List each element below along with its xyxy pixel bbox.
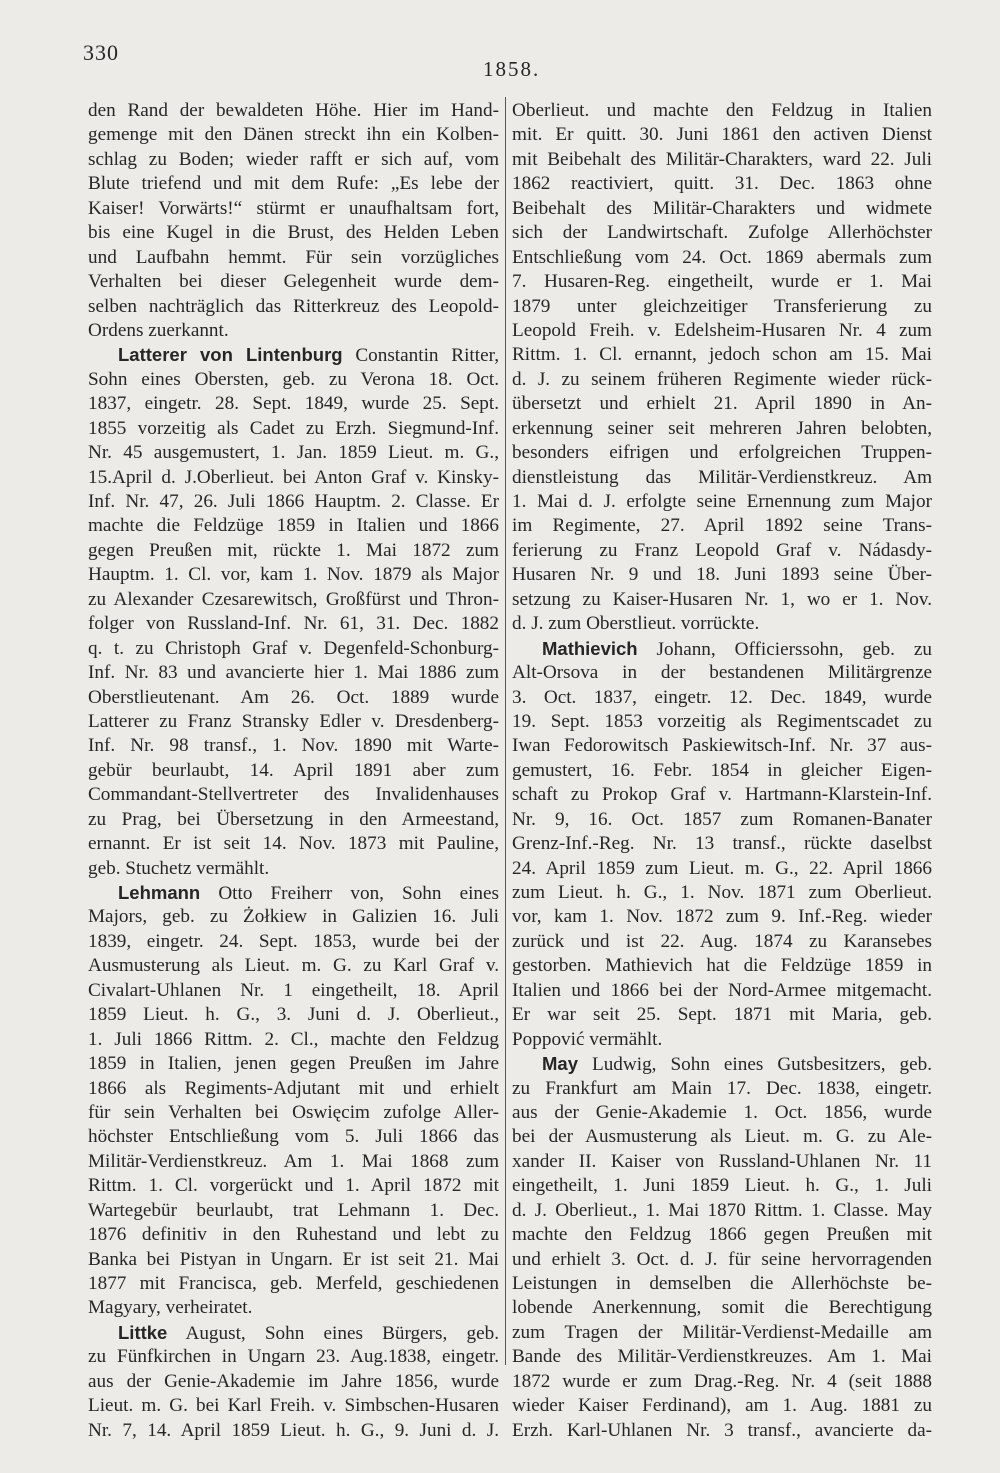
- line-text: aus der Genie-Akademie 1. Oct. 1856, wurde: [512, 1101, 932, 1123]
- text-line: [88, 246, 499, 270]
- text-line: [88, 1101, 499, 1125]
- text-line: [88, 588, 499, 612]
- text-line: [512, 343, 932, 367]
- line-text: Commandant-Stellvertreter des Invalidenhauses: [88, 784, 499, 806]
- line-text: gestorben. Mathievich hat die Feldzüge 1859 in: [512, 955, 932, 977]
- text-line: [88, 1394, 499, 1418]
- text-line: [88, 857, 499, 881]
- line-text: 1876 definitiv in den Ruhestand und lebt zu: [88, 1224, 499, 1246]
- text-line: [512, 857, 932, 881]
- text-line: [512, 661, 932, 685]
- line-text: 1872 wurde er zum Drag.-Reg. Nr. 4 (seit 1888: [512, 1370, 932, 1392]
- text-line: [512, 392, 932, 416]
- line-text: gegen Preußen mit, rückte 1. Mai 1872 zum: [88, 539, 499, 561]
- line-text: den Rand der bewaldeten Höhe. Hier im Hand-: [88, 100, 499, 121]
- text-line: [88, 1150, 499, 1174]
- text-line: [88, 417, 499, 441]
- text-line: [512, 368, 932, 392]
- text-line: [88, 661, 499, 685]
- line-text: setzung zu Kaiser-Husaren Nr. 1, wo er 1. Nov.: [512, 588, 932, 610]
- text-line: [88, 1077, 499, 1101]
- line-text: Wartegebür beurlaubt, trat Lehmann 1. Dec.: [88, 1199, 499, 1221]
- text-line: [88, 172, 499, 196]
- text-line: [512, 1028, 932, 1052]
- text-line: [512, 832, 932, 856]
- line-text: machte die Feldzüge 1859 in Italien und 1866: [88, 515, 499, 537]
- entry-name: Mathievich: [542, 637, 638, 659]
- text-line: [88, 1345, 499, 1369]
- line-text: Beibehalt des Militär-Charakters und widmete: [512, 197, 932, 219]
- text-line: [88, 368, 499, 392]
- text-line: [512, 319, 932, 343]
- text-line: [88, 123, 499, 147]
- text-line: [88, 490, 499, 514]
- line-text: Nr. 7, 14. April 1859 Lieut. h. G., 9. Juni d. J.: [88, 1419, 499, 1441]
- line-text: selben nachträglich das Ritterkreuz des Leopold-: [88, 295, 499, 317]
- line-text: ferierung zu Franz Leopold Graf v. Nádasdy-: [512, 539, 932, 561]
- entry-name: Lehmann: [118, 882, 201, 903]
- line-text: für sein Verhalten bei Oswięcim zufolge Aller-: [88, 1101, 499, 1123]
- text-line: [88, 295, 499, 319]
- entry-name: Latterer von Lintenburg: [118, 344, 343, 366]
- text-line: [88, 1199, 499, 1223]
- line-text: Inf. Nr. 98 transf., 1. Nov. 1890 mit Warte-: [88, 735, 499, 757]
- line-text: lobende Anerkennung, somit die Berechtigung: [512, 1297, 932, 1319]
- line-text: ernannt. Er ist seit 14. Nov. 1873 mit Pauline,: [88, 833, 499, 855]
- line-text: Inf. Nr. 47, 26. Juli 1866 Hauptm. 2. Classe. Er: [88, 491, 499, 512]
- line-text: Civalart-Uhlanen Nr. 1 eingetheilt, 18. April: [88, 979, 499, 1001]
- line-text: bei der Ausmusterung als Lieut. m. G. zu Ale-: [512, 1126, 932, 1148]
- line-text: Hauptm. 1. Cl. vor, kam 1. Nov. 1879 als Major: [88, 564, 499, 586]
- text-line: [88, 270, 499, 294]
- text-line: [512, 148, 932, 172]
- line-text: Iwan Fedorowitsch Paskiewitsch-Inf. Nr. 37 aus-: [512, 735, 932, 757]
- line-text: 7. Husaren-Reg. eingetheilt, wurde er 1. Mai: [512, 271, 932, 293]
- text-line: [88, 686, 499, 710]
- text-line: [88, 832, 499, 856]
- line-text: 1879 unter gleichzeitiger Transferierung zu: [512, 295, 932, 317]
- line-text: 1859 Lieut. h. G., 3. Juni d. J. Oberlieut.,: [88, 1004, 499, 1026]
- text-line: [512, 954, 932, 978]
- line-text: Inf. Nr. 83 und avancierte hier 1. Mai 1886 zum: [88, 662, 499, 684]
- text-line: [88, 1125, 499, 1149]
- line-text: im Regimente, 27. April 1892 seine Trans-: [512, 515, 932, 537]
- text-line: [512, 295, 932, 319]
- text-line: [88, 783, 499, 807]
- text-line: [512, 1174, 932, 1198]
- line-text: erkennung seiner seit mehreren Jahren belobten,: [512, 417, 932, 439]
- line-text: d. J. Oberlieut., 1. Mai 1870 Rittm. 1. Classe. May: [512, 1199, 932, 1221]
- line-text: mit. Er quitt. 30. Juni 1861 den activen Dienst: [512, 124, 932, 146]
- line-text: Oberstlieutenant. Am 26. Oct. 1889 wurde: [88, 686, 499, 708]
- line-text: eingetheilt, 1. Juni 1859 Lieut. h. G., 1. Juli: [512, 1175, 932, 1197]
- line-text: Alt-Orsova in der bestandenen Militärgrenze: [512, 662, 932, 684]
- line-text: sich der Landwirtschaft. Zufolge Allerhöchster: [512, 222, 932, 244]
- text-line: [512, 930, 932, 954]
- line-text: Magyary, verheiratet.: [88, 1297, 253, 1319]
- line-text: übersetzt und erhielt 21. April 1890 in An-: [512, 393, 932, 415]
- line-text: Erzh. Karl-Uhlanen Nr. 3 transf., avancierte da-: [512, 1419, 932, 1441]
- line-text: 15.April d. J.Oberlieut. bei Anton Graf v. Kinsky-: [88, 466, 499, 488]
- text-line: [88, 1321, 499, 1345]
- text-line: [88, 1052, 499, 1076]
- line-text: 1877 mit Francisca, geb. Merfeld, geschiedenen: [88, 1273, 499, 1294]
- text-line: [512, 197, 932, 221]
- line-text: 1866 als Regiments-Adjutant mit und erhielt: [88, 1077, 499, 1099]
- text-line: [512, 1003, 932, 1027]
- text-line: [88, 808, 499, 832]
- text-line: [512, 1223, 932, 1247]
- line-text: Verhalten bei dieser Gelegenheit wurde dem-: [88, 271, 499, 293]
- line-text: mit Beibehalt des Militär-Charakters, ward 22. Juli: [512, 148, 932, 170]
- line-text: 1862 reactiviert, quitt. 31. Dec. 1863 ohne: [512, 173, 932, 195]
- line-text: 1855 vorzeitig als Cadet zu Erzh. Siegmund-Inf.: [88, 417, 499, 439]
- line-text: Sohn eines Obersten, geb. zu Verona 18. Oct.: [88, 368, 499, 390]
- line-text: August, Sohn eines Bürgers, geb.: [167, 1322, 499, 1344]
- text-line: [512, 1370, 932, 1394]
- line-text: machte den Feldzug 1866 gegen Preußen mit: [512, 1224, 932, 1246]
- line-text: zu Prag, bei Übersetzung in den Armeestand,: [88, 808, 499, 830]
- text-line: [88, 148, 499, 172]
- text-line: [512, 1101, 932, 1125]
- left-column: [88, 99, 499, 1443]
- line-text: schaft zu Prokop Graf v. Hartmann-Klarstein-Inf.: [512, 784, 932, 806]
- text-line: [512, 759, 932, 783]
- text-line: [88, 710, 499, 734]
- line-text: Militär-Verdienstkreuz. Am 1. Mai 1868 zum: [88, 1150, 499, 1172]
- text-line: [88, 221, 499, 245]
- line-text: Ordens zuerkannt.: [88, 319, 229, 341]
- text-line: [512, 1199, 932, 1223]
- text-line: [512, 466, 932, 490]
- text-line: [512, 637, 932, 661]
- text-line: [512, 588, 932, 612]
- text-line: [512, 417, 932, 441]
- text-line: [88, 466, 499, 490]
- running-head-year: 1858.: [483, 57, 541, 81]
- line-text: Leopold Freih. v. Edelsheim-Husaren Nr. 4 zum: [512, 319, 932, 341]
- line-text: Blute triefend und mit dem Rufe: „Es lebe der: [88, 173, 499, 195]
- line-text: Otto Freiherr von, Sohn eines: [200, 883, 499, 904]
- text-line: [512, 1419, 932, 1443]
- text-line: [512, 270, 932, 294]
- text-line: [512, 1296, 932, 1320]
- line-text: Rittm. 1. Cl. vorgerückt und 1. April 1872 mit: [88, 1175, 499, 1197]
- text-line: [88, 759, 499, 783]
- text-line: [88, 563, 499, 587]
- line-text: Ludwig, Sohn eines Gutsbesitzers, geb.: [578, 1054, 932, 1076]
- text-line: [88, 1419, 499, 1443]
- text-line: [512, 1394, 932, 1418]
- text-line: [88, 1296, 499, 1320]
- text-line: [512, 1125, 932, 1149]
- line-text: zum Lieut. h. G., 1. Nov. 1871 zum Oberlieut.: [512, 882, 932, 903]
- line-text: bis eine Kugel in die Brust, des Helden Leben: [88, 222, 499, 244]
- text-line: [512, 99, 932, 123]
- line-text: schlag zu Boden; wieder rafft er sich auf, vom: [88, 148, 499, 170]
- line-text: Constantin Ritter,: [342, 345, 499, 367]
- text-line: [512, 612, 932, 636]
- text-line: [88, 1174, 499, 1198]
- line-text: zurück und ist 22. Aug. 1874 zu Karansebes: [512, 930, 932, 952]
- line-text: Grenz-Inf.-Reg. Nr. 13 transf., rückte daselbst: [512, 833, 932, 855]
- text-line: [512, 221, 932, 245]
- line-text: Banka bei Pistyan in Ungarn. Er ist seit 21. Mai: [88, 1248, 499, 1270]
- line-text: Latterer zu Franz Stransky Edler v. Dresdenberg-: [88, 710, 499, 732]
- line-text: q. t. zu Christoph Graf v. Degenfeld-Schonburg-: [88, 637, 499, 659]
- line-text: 1. Mai d. J. erfolgte seine Ernennung zum Major: [512, 491, 932, 512]
- line-text: Italien und 1866 bei der Nord-Armee mitgemacht.: [512, 979, 932, 1001]
- line-text: Ausmusterung als Lieut. m. G. zu Karl Graf v.: [88, 955, 499, 977]
- text-line: [88, 1003, 499, 1027]
- line-text: Lieut. m. G. bei Karl Freih. v. Simbschen-Husaren: [88, 1395, 499, 1417]
- line-text: wieder Kaiser Ferdinand), am 1. Aug. 1881 zu: [512, 1395, 932, 1417]
- text-line: [512, 710, 932, 734]
- line-text: 19. Sept. 1853 vorzeitig als Regimentscadet zu: [512, 710, 932, 732]
- text-line: [88, 197, 499, 221]
- text-line: [88, 1370, 499, 1394]
- line-text: dienstleistung das Militär-Verdienstkreuz. Am: [512, 466, 932, 488]
- text-line: [88, 1248, 499, 1272]
- text-line: [512, 1345, 932, 1369]
- line-text: besonders eifrigen und erfolgreichen Truppen-: [512, 442, 932, 464]
- text-line: [512, 1272, 932, 1296]
- line-text: zum Tragen der Militär-Verdienst-Medaille am: [512, 1321, 932, 1343]
- line-text: folger von Russland-Inf. Nr. 61, 31. Dec. 1882: [88, 613, 499, 635]
- text-line: [88, 734, 499, 758]
- text-line: [512, 1052, 932, 1076]
- line-text: und Laufbahn hemmt. Für sein vorzügliches: [88, 246, 499, 268]
- line-text: 1859 in Italien, jenen gegen Preußen im Jahre: [88, 1053, 499, 1075]
- text-line: [512, 979, 932, 1003]
- line-text: zu Fünfkirchen in Ungarn 23. Aug.1838, eingetr.: [88, 1346, 499, 1368]
- line-text: Nr. 45 ausgemustert, 1. Jan. 1859 Lieut. m. G.,: [88, 442, 499, 464]
- line-text: Rittm. 1. Cl. ernannt, jedoch schon am 15. Mai: [512, 344, 932, 366]
- line-text: geb. Stuchetz vermählt.: [88, 857, 270, 879]
- line-text: zu Frankfurt am Main 17. Dec. 1838, eingetr.: [512, 1077, 932, 1099]
- text-line: [88, 1272, 499, 1296]
- line-text: 24. April 1859 zum Lieut. m. G., 22. April 1866: [512, 857, 932, 879]
- text-line: [512, 1150, 932, 1174]
- text-line: [88, 930, 499, 954]
- line-text: 1839, eingetr. 24. Sept. 1853, wurde bei der: [88, 930, 499, 952]
- text-line: [512, 1248, 932, 1272]
- text-line: [512, 441, 932, 465]
- text-line: [88, 637, 499, 661]
- line-text: zu Alexander Czesarewitsch, Großfürst und Thron-: [88, 588, 499, 610]
- text-line: [512, 905, 932, 929]
- text-line: [512, 881, 932, 905]
- entry-name: Littke: [118, 1321, 168, 1343]
- text-line: [88, 343, 499, 367]
- text-line: [88, 954, 499, 978]
- text-line: [512, 808, 932, 832]
- line-text: Oberlieut. und machte den Feldzug in Italien: [512, 100, 932, 121]
- text-line: [88, 319, 499, 343]
- line-text: und erhielt 3. Oct. d. J. für seine hervorragenden: [512, 1248, 932, 1270]
- text-line: [88, 99, 499, 123]
- line-text: gebür beurlaubt, 14. April 1891 aber zum: [88, 759, 499, 781]
- line-text: 1. Juli 1866 Rittm. 2. Cl., machte den Feldzug: [88, 1028, 499, 1050]
- text-line: [88, 612, 499, 636]
- text-line: [512, 1321, 932, 1345]
- text-line: [512, 734, 932, 758]
- line-text: d. J. zum Oberstlieut. vorrückte.: [512, 613, 760, 635]
- text-line: [512, 686, 932, 710]
- text-line: [512, 490, 932, 514]
- line-text: gemustert, 16. Febr. 1854 in gleicher Eigen-: [512, 759, 932, 781]
- line-text: 3. Oct. 1837, eingetr. 12. Dec. 1849, wurde: [512, 686, 932, 708]
- line-text: Leistungen in demselben die Allerhöchste be-: [512, 1273, 932, 1294]
- right-column: [512, 99, 932, 1443]
- line-text: Husaren Nr. 9 und 18. Juni 1893 seine Über-: [512, 564, 932, 586]
- text-line: [88, 1028, 499, 1052]
- text-line: [88, 441, 499, 465]
- line-text: Nr. 9, 16. Oct. 1857 zum Romanen-Banater: [512, 808, 932, 830]
- line-text: Er war seit 25. Sept. 1871 mit Maria, geb.: [512, 1004, 932, 1026]
- line-text: Johann, Officierssohn, geb. zu: [637, 638, 932, 660]
- text-line: [512, 246, 932, 270]
- line-text: vor, kam 1. Nov. 1872 zum 9. Inf.-Reg. wieder: [512, 906, 932, 928]
- text-line: [88, 905, 499, 929]
- line-text: höchster Entschließung vom 5. Juli 1866 das: [88, 1126, 499, 1148]
- text-line: [512, 123, 932, 147]
- text-line: [512, 514, 932, 538]
- line-text: d. J. zu seinem früheren Regimente wieder rück-: [512, 368, 932, 390]
- text-line: [88, 881, 499, 905]
- text-line: [88, 392, 499, 416]
- text-line: [88, 1223, 499, 1247]
- page-number: 330: [83, 40, 119, 65]
- column-divider: [505, 97, 506, 1365]
- line-text: Bande des Militär-Verdienstkreuzes. Am 1. Mai: [512, 1346, 932, 1368]
- text-line: [88, 514, 499, 538]
- line-text: 1837, eingetr. 28. Sept. 1849, wurde 25. Sept.: [88, 393, 499, 415]
- text-line: [512, 1077, 932, 1101]
- line-text: aus der Genie-Akademie im Jahre 1856, wurde: [88, 1370, 499, 1392]
- text-line: [88, 539, 499, 563]
- line-text: Majors, geb. zu Żołkiew in Galizien 16. Juli: [88, 906, 499, 928]
- text-line: [512, 172, 932, 196]
- text-line: [512, 783, 932, 807]
- entry-name: May: [542, 1053, 578, 1075]
- line-text: gemenge mit den Dänen streckt ihn ein Kolben-: [88, 124, 499, 146]
- line-text: Kaiser! Vorwärts!“ stürmt er unaufhaltsam fort,: [88, 197, 499, 219]
- text-line: [512, 539, 932, 563]
- text-line: [88, 979, 499, 1003]
- line-text: Poppović vermählt.: [512, 1028, 663, 1050]
- line-text: Entschließung vom 24. Oct. 1869 abermals zum: [512, 246, 932, 268]
- line-text: xander II. Kaiser von Russland-Uhlanen Nr. 11: [512, 1150, 932, 1172]
- text-line: [512, 563, 932, 587]
